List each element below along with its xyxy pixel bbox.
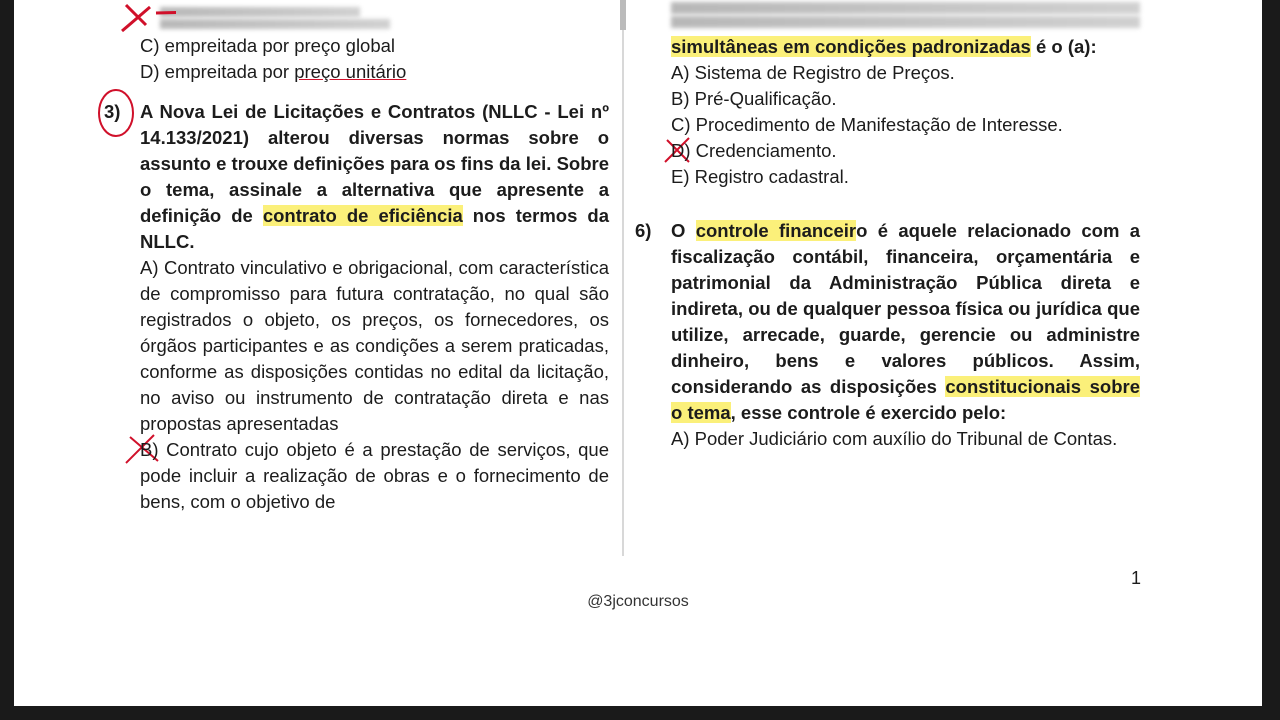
- column-divider: [622, 0, 624, 556]
- right-column: [635, 0, 1141, 452]
- page-number: 1: [1131, 568, 1142, 588]
- option-d: D) Credenciamento.: [671, 138, 1140, 164]
- option-a: A) Contrato vinculativo e obrigacional, com característica de compromisso para futura contratação, no qual são registrados o objeto, os preços, os fornecedores, os órgãos participantes e as condições a serem praticadas, conforme as disposições contidas no edital da licitação, no aviso ou instrumento de contratação direta e nas propostas apresentadas: [140, 257, 609, 434]
- option-d-prev: D) empreitada por preço unitário: [140, 61, 407, 82]
- footer-handle: @3jconcursos: [587, 593, 689, 610]
- document-page: [14, 0, 1262, 706]
- question-number: 3): [104, 101, 121, 122]
- question-5-tail: simultâneas em condições padronizadas é o (a):: [671, 36, 1097, 57]
- question-3: [104, 99, 609, 515]
- option-b: B) Pré-Qualificação.: [671, 88, 837, 109]
- blurred-text: [140, 7, 609, 33]
- left-column: [104, 5, 609, 515]
- option-e: E) Registro cadastral.: [671, 166, 849, 187]
- question-6: [635, 218, 1141, 452]
- question-number: 6): [635, 220, 652, 241]
- question-stem: A Nova Lei de Licitações e Contratos (NLLC - Lei nº 14.133/2021) alterou diversas normas sobre o assunto e trouxe definições para os fins da lei. Sobre o tema, assinale a alternativa que apresente a definição de contrato de eficiência nos termos da NLLC.: [140, 101, 609, 252]
- option-a: A) Sistema de Registro de Preços.: [671, 62, 955, 83]
- option-a: A) Poder Judiciário com auxílio do Tribunal de Contas.: [671, 428, 1118, 449]
- scrollbar[interactable]: [620, 0, 626, 30]
- option-b: B) Contrato cujo objeto é a prestação de serviços, que pode incluir a realização de obras e o fornecimento de bens, com o objetivo de: [140, 437, 609, 515]
- question-stem: O controle financeiro é aquele relacionado com a fiscalização contábil, financeira, orçamentária e patrimonial da Administração Pública direta e indireta, ou de qualquer pessoa física ou jurídica que utilize, arrecade, guarde, gerencie ou administre dinheiro, bens e valores públicos. Assim, considerando as disposições constitucionais sobre o tema, esse controle é exercido pelo:: [671, 220, 1141, 423]
- blurred-text: [671, 2, 1140, 34]
- option-c: C) Procedimento de Manifestação de Interesse.: [671, 114, 1063, 135]
- option-c-prev: C) empreitada por preço global: [140, 35, 396, 56]
